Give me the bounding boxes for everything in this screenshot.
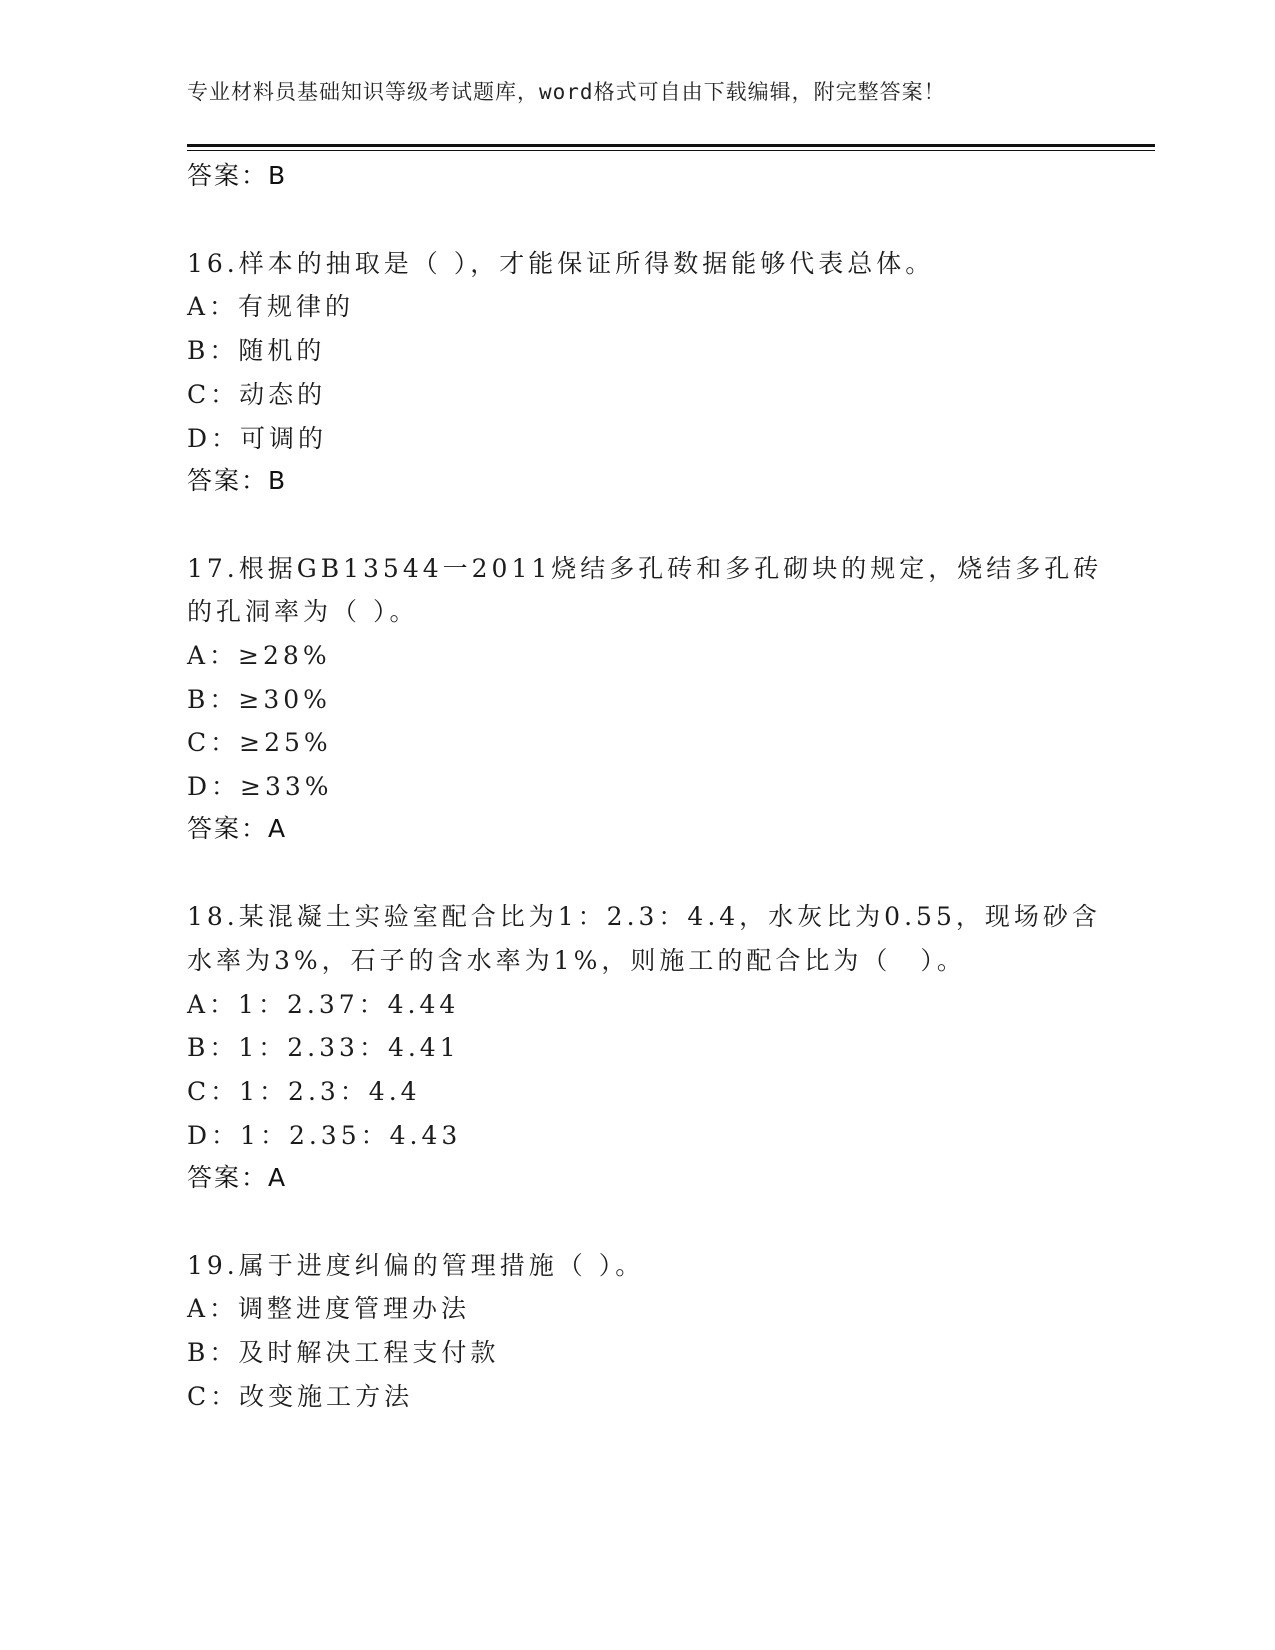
question-18-stem-line2: 水率为3%，石子的含水率为1%，则施工的配合比为（ ）。 xyxy=(187,946,966,975)
question-19-stem: 19.属于进度纠偏的管理措施（ ）。 xyxy=(187,1251,645,1280)
q16-option-a: A：有规律的 xyxy=(187,292,355,321)
q17-option-b: B：≥30% xyxy=(187,685,331,714)
question-17-stem-line1: 17.根据GB13544一2011烧结多孔砖和多孔砌块的规定，烧结多孔砖 xyxy=(187,554,1103,583)
question-16-stem: 16.样本的抽取是（ ），才能保证所得数据能够代表总体。 xyxy=(187,249,935,278)
q16-option-d: D：可调的 xyxy=(187,424,328,453)
q18-option-a: A：1：2.37：4.44 xyxy=(187,990,460,1019)
q16-option-b: B：随机的 xyxy=(187,336,326,365)
q16-answer: 答案：B xyxy=(187,466,288,495)
q17-answer: 答案：A xyxy=(187,814,288,843)
q19-option-b: B：及时解决工程支付款 xyxy=(187,1338,500,1367)
q19-option-a: A：调整进度管理办法 xyxy=(187,1294,471,1323)
question-18-stem-line1: 18.某混凝土实验室配合比为1：2.3：4.4，水灰比为0.55，现场砂含 xyxy=(187,902,1101,931)
q17-option-c: C：≥25% xyxy=(187,728,332,757)
header-rule-thick xyxy=(187,144,1155,147)
q17-option-d: D：≥33% xyxy=(187,772,333,801)
q16-option-c: C：动态的 xyxy=(187,380,327,409)
header-rule-thin xyxy=(187,150,1155,151)
document-header: 专业材料员基础知识等级考试题库，word格式可自由下载编辑，附完整答案！ xyxy=(187,80,946,104)
q19-option-c: C：改变施工方法 xyxy=(187,1382,414,1411)
q18-option-c: C：1：2.3：4.4 xyxy=(187,1077,421,1106)
q18-option-b: B：1：2.33：4.41 xyxy=(187,1033,460,1062)
q17-option-a: A：≥28% xyxy=(187,641,331,670)
q18-option-d: D：1：2.35：4.43 xyxy=(187,1121,462,1150)
question-17-stem-line2: 的孔洞率为（ ）。 xyxy=(187,597,419,626)
q18-answer: 答案：A xyxy=(187,1163,288,1192)
answer-line: 答案：B xyxy=(187,161,288,190)
